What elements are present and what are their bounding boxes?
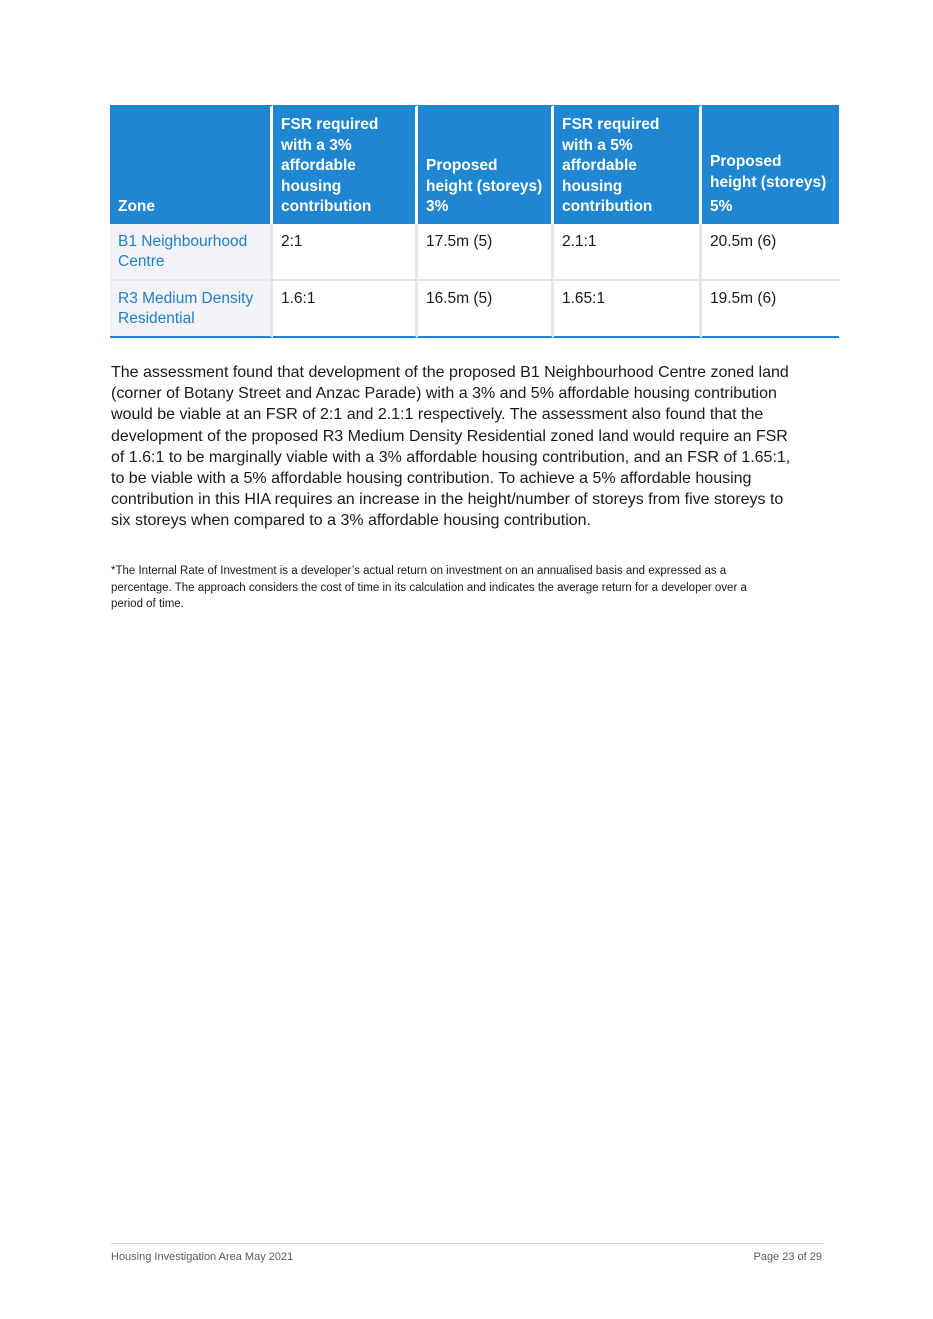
header-line: height (storeys) [710, 173, 827, 191]
header-line: Proposed [710, 153, 782, 170]
header-fsr-5 [554, 105, 702, 224]
fsr-height-table [110, 105, 839, 338]
footnote-line: percentage. The approach considers the cost of time in its calculation and indicates the average return for a developer over a [111, 581, 747, 594]
header-line: FSR required [562, 116, 660, 133]
footer-document-title: Housing Investigation Area May 2021 [111, 1251, 294, 1263]
zone-line: Residential [118, 310, 195, 327]
zone-cell [110, 224, 273, 281]
header-height-3 [418, 105, 554, 224]
height-3-cell: 17.5m (5) [418, 224, 554, 281]
height-3-cell: 16.5m (5) [418, 281, 554, 338]
fsr-5-cell: 1.65:1 [554, 281, 702, 338]
footer-divider [111, 1243, 823, 1244]
paragraph-line: development of the proposed R3 Medium Density Residential zoned land would require an FSR [111, 427, 788, 445]
header-line: 3% [426, 198, 449, 215]
footnote-line: *The Internal Rate of Investment is a developer’s actual return on investment on an annualised basis and expressed as a [111, 565, 727, 577]
header-line: with a 5% [562, 136, 633, 154]
footer-page-number: Page 23 of 29 [753, 1251, 822, 1263]
header-line: with a 3% [281, 136, 352, 154]
paragraph-line: contribution in this HIA requires an increase in the height/number of storeys from five storeys to [111, 491, 784, 509]
header-line: housing [562, 177, 623, 195]
header-line: affordable [281, 157, 356, 174]
paragraph-line: The assessment found that development of the proposed B1 Neighbourhood Centre zoned land [111, 364, 789, 381]
fsr-5-cell: 2.1:1 [554, 224, 702, 281]
paragraph-line: to be viable with a 5% affordable housing contribution. To achieve a 5% affordable housing [111, 470, 752, 488]
paragraph-line: (corner of Botany Street and Anzac Parade) with a 3% and 5% affordable housing contribution [111, 385, 777, 403]
fsr-3-cell: 1.6:1 [273, 281, 418, 338]
table-row [110, 281, 839, 338]
zone-line: Centre [118, 253, 165, 270]
paragraph-line: would be viable at an FSR of 2:1 and 2.1:1 respectively. The assessment also found that the [111, 406, 764, 424]
footnote [111, 563, 826, 613]
zone-line: R3 Medium Density [118, 289, 254, 307]
height-5-cell: 20.5m (6) [702, 224, 839, 281]
table-header-row [110, 105, 839, 224]
header-line: contribution [562, 198, 653, 215]
height-5-cell: 19.5m (6) [702, 281, 839, 338]
zone-line: B1 Neighbourhood [118, 232, 248, 250]
header-line: Zone [118, 198, 156, 215]
assessment-paragraph [111, 362, 826, 532]
header-line: 5% [710, 198, 733, 215]
header-line: affordable [562, 157, 637, 174]
zone-cell [110, 281, 273, 338]
header-line: contribution [281, 198, 372, 215]
table-row [110, 224, 839, 281]
footnote-line: period of time. [111, 598, 184, 610]
header-line: height (storeys) [426, 177, 543, 195]
header-height-5 [702, 105, 839, 224]
paragraph-line: of 1.6:1 to be marginally viable with a 3% affordable housing contribution, and an FSR of 1.65:1, [111, 448, 791, 466]
header-line: housing [281, 177, 342, 195]
header-fsr-3 [273, 105, 418, 224]
header-zone [110, 105, 273, 224]
paragraph-line: six storeys when compared to a 3% affordable housing contribution. [111, 512, 591, 530]
fsr-3-cell: 2:1 [273, 224, 418, 281]
header-line: Proposed [426, 157, 498, 174]
header-line: FSR required [281, 116, 379, 133]
